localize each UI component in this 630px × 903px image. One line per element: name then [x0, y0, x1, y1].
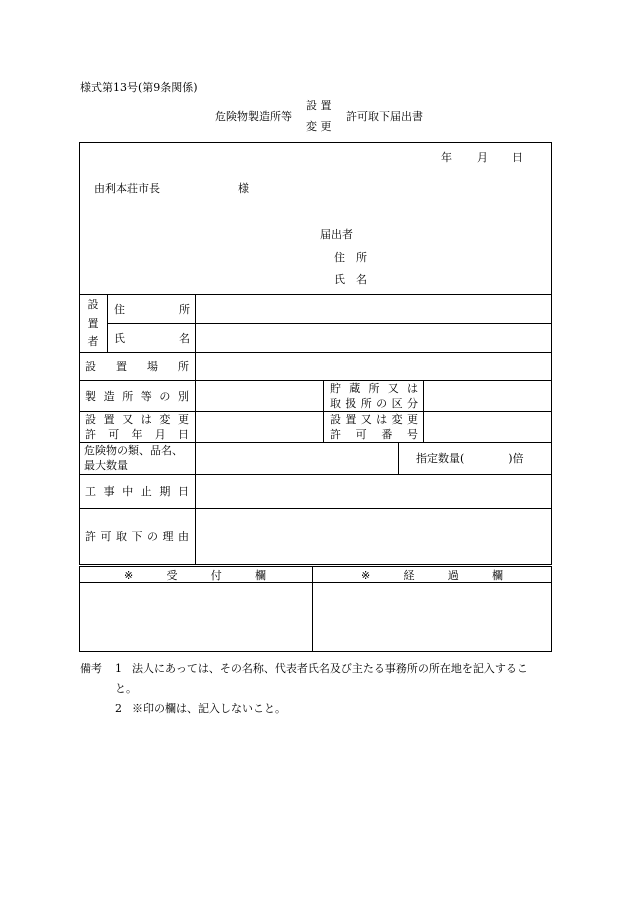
form-number: 様式第13号(第9条関係): [80, 81, 198, 94]
rule: [79, 294, 552, 295]
label-char: 欄: [491, 569, 503, 582]
permit-number-label-2: [330, 429, 418, 440]
progress-column-header: [361, 570, 503, 581]
title-option-install: 設 置: [306, 99, 332, 112]
label-char: 理: [162, 530, 174, 543]
label-char: は: [407, 382, 418, 395]
label-char: 蔵: [349, 382, 361, 395]
label-char: 欄: [254, 569, 266, 582]
rule: [423, 380, 424, 442]
notifier-address-label: 住 所: [334, 251, 367, 264]
label-char: 取: [330, 397, 341, 410]
label-char: 所: [178, 360, 189, 373]
label-char: 区: [391, 397, 403, 410]
label-char: 取: [116, 530, 127, 543]
note-1-continuation: と。: [115, 682, 137, 695]
addressee-honorific: 様: [238, 182, 249, 195]
label-char: 住: [114, 303, 125, 316]
withdrawal-reason-label: [85, 531, 189, 542]
permit-date-label-2: [85, 429, 189, 440]
label-char: ※: [361, 569, 371, 582]
label-char: ※: [124, 569, 134, 582]
installer-label: [83, 299, 103, 347]
note-2-number: 2: [115, 702, 122, 715]
label-char: の: [159, 390, 171, 403]
label-char: 可: [100, 530, 112, 543]
rule: [195, 294, 196, 565]
label-char: 変: [159, 413, 171, 426]
label-char: 製: [85, 390, 96, 403]
label-char: 又: [360, 413, 372, 426]
notes-label: 備考: [80, 662, 102, 675]
rule: [79, 582, 552, 583]
permit-date-label-1: [85, 414, 189, 425]
permit-number-label-1: [330, 414, 418, 425]
label-char: 置: [116, 360, 127, 373]
date-day: 日: [512, 151, 523, 164]
label-char: 号: [406, 428, 418, 441]
location-label: [85, 361, 189, 372]
rule: [312, 566, 313, 652]
label-char: 所: [122, 390, 134, 403]
label-char: 置: [345, 413, 357, 426]
label-char: 番: [381, 428, 393, 441]
label-char: 分: [406, 397, 418, 410]
label-char: は: [140, 413, 152, 426]
label-char: 日: [177, 485, 189, 498]
installer-name-label: [114, 333, 190, 344]
rule: [107, 323, 552, 324]
form-table: [79, 142, 552, 565]
storage-class-label-1: [330, 383, 418, 394]
label-char: 中: [122, 485, 134, 498]
label-char: 年: [131, 428, 143, 441]
label-char: 名: [179, 332, 190, 345]
label-char: 可: [355, 428, 367, 441]
label-char: 貯: [330, 382, 341, 395]
installer-char: 置: [87, 316, 99, 330]
label-char: 更: [177, 413, 189, 426]
notifier-label: 届出者: [320, 228, 353, 241]
label-char: 許: [330, 428, 341, 441]
label-char: 可: [108, 428, 120, 441]
rule: [79, 411, 552, 412]
label-char: の: [147, 530, 158, 543]
label-char: 変: [391, 413, 403, 426]
storage-class-label-2: [330, 398, 418, 409]
reception-column-header: [124, 570, 266, 581]
label-char: 付: [210, 569, 222, 582]
label-char: の: [376, 397, 388, 410]
title-option-change: 変 更: [306, 120, 332, 133]
note-1-text: 法人にあっては、その名称、代表者氏名及び主たる事務所の所在地を記入するこ: [132, 662, 528, 675]
hazmat-label-1: 危険物の類、品名、: [84, 444, 183, 457]
label-char: 止: [140, 485, 152, 498]
rule: [79, 508, 552, 509]
label-char: 置: [103, 413, 115, 426]
title-prefix: 危険物製造所等: [215, 110, 292, 123]
label-char: 事: [103, 485, 115, 498]
label-char: 過: [447, 569, 459, 582]
label-char: 又: [122, 413, 134, 426]
rule: [107, 294, 108, 352]
rule: [79, 474, 552, 475]
label-char: 受: [166, 569, 178, 582]
rule: [79, 380, 552, 381]
label-char: 設: [85, 413, 96, 426]
label-char: 許: [85, 530, 96, 543]
rule: [398, 442, 399, 474]
label-char: 等: [140, 390, 152, 403]
facility-type-label: [85, 391, 189, 402]
label-char: 所: [179, 303, 190, 316]
label-char: 経: [403, 569, 415, 582]
label-char: 設: [330, 413, 341, 426]
label-char: 日: [178, 428, 189, 441]
addressee-name: 由利本荘市長: [94, 182, 160, 195]
rule: [79, 442, 552, 443]
label-char: 造: [103, 390, 115, 403]
label-char: 又: [387, 382, 399, 395]
label-char: は: [376, 413, 388, 426]
date-month: 月: [477, 151, 488, 164]
note-2-text: ※印の欄は、記入しないこと。: [132, 702, 286, 715]
hazmat-label-2: 最大数量: [84, 459, 128, 472]
label-char: 別: [177, 390, 189, 403]
label-char: 扱: [345, 397, 357, 410]
label-char: 下: [131, 530, 143, 543]
notifier-name-label: 氏 名: [334, 273, 367, 286]
installer-address-label: [114, 304, 190, 315]
label-char: 月: [154, 428, 166, 441]
label-char: 氏: [114, 332, 125, 345]
title-suffix: 許可取下届出書: [346, 110, 423, 123]
designated-quantity-label: 指定数量( )倍: [416, 452, 524, 465]
rule: [79, 352, 552, 353]
label-char: 更: [406, 413, 418, 426]
label-char: 許: [85, 428, 96, 441]
label-char: 場: [147, 360, 158, 373]
suspension-date-label: [85, 486, 189, 497]
rule: [323, 380, 324, 442]
note-1-number: 1: [115, 662, 122, 675]
label-char: 設: [85, 360, 96, 373]
installer-char: 者: [87, 335, 99, 348]
installer-char: 設: [87, 298, 99, 311]
label-char: 由: [178, 530, 189, 543]
date-year: 年: [441, 151, 452, 164]
label-char: 所: [368, 382, 380, 395]
label-char: 所: [360, 397, 372, 410]
label-char: 工: [85, 485, 96, 498]
label-char: 期: [159, 485, 171, 498]
